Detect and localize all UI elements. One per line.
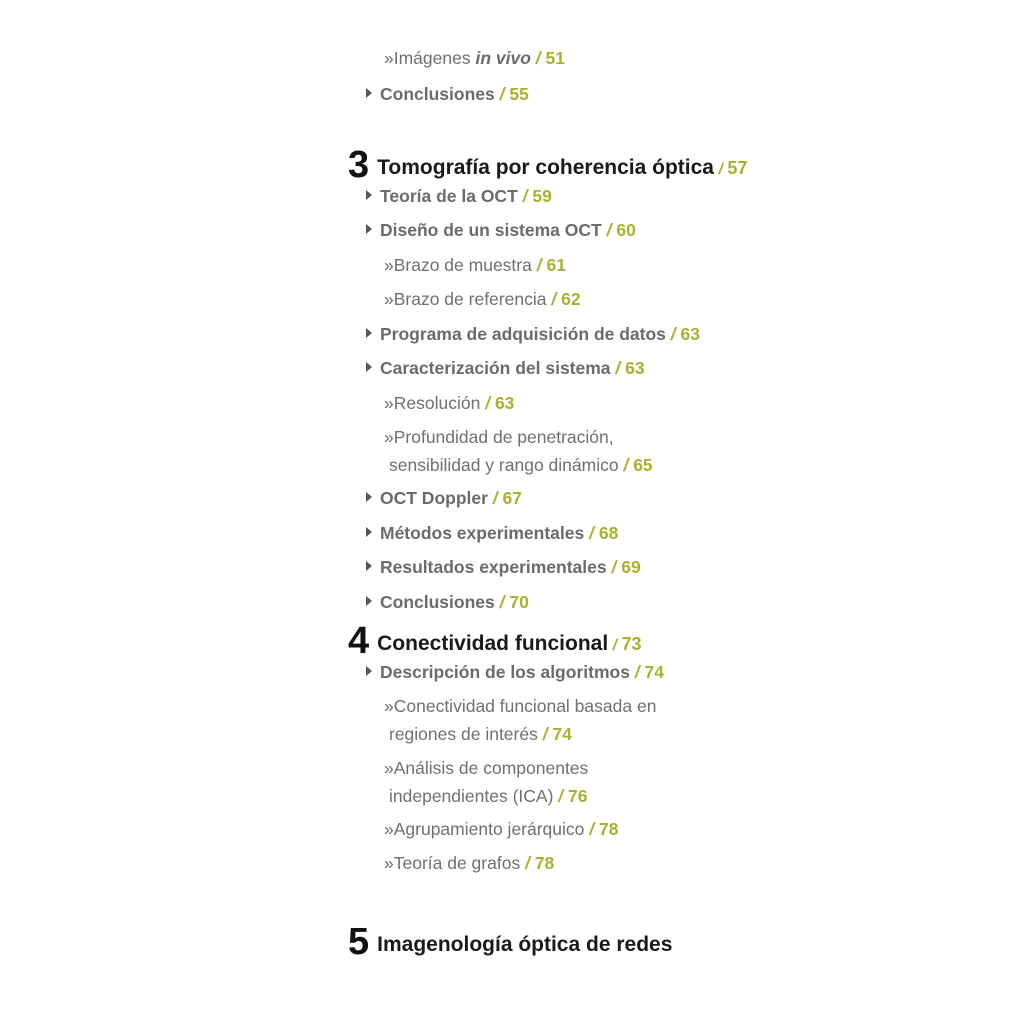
page-separator: / <box>492 488 498 508</box>
page-separator: / <box>499 592 505 612</box>
page-separator: / <box>542 723 548 744</box>
triangle-bullet-icon <box>366 224 372 234</box>
page-number: 57 <box>727 158 748 178</box>
page-number: 63 <box>680 324 700 344</box>
toc-entry[interactable] <box>366 525 618 543</box>
chapter-3-heading[interactable] <box>348 146 747 184</box>
triangle-bullet-icon <box>366 492 372 502</box>
entry-label: Métodos experimentales <box>380 523 585 543</box>
entry-label: Conclusiones <box>380 592 495 612</box>
page-number: 78 <box>599 819 619 839</box>
toc-entry-imagenes-in-vivo[interactable] <box>384 50 565 68</box>
page-number: 68 <box>598 523 619 543</box>
page-number: 51 <box>545 48 565 68</box>
entry-label: OCT Doppler <box>380 488 488 508</box>
subentry-marker: » <box>384 696 394 716</box>
toc-entry-conclusiones[interactable] <box>366 86 529 104</box>
subentry-marker: » <box>384 289 394 309</box>
entry-label: Descripción de los algoritmos <box>380 662 630 682</box>
page-separator: / <box>485 393 491 413</box>
toc-subentry[interactable] <box>384 429 653 474</box>
subentry-marker: » <box>384 427 394 447</box>
page-separator: / <box>670 324 676 344</box>
entry-label: Diseño de un sistema OCT <box>380 220 602 240</box>
chapter-number: 4 <box>348 620 370 662</box>
page-separator: / <box>551 289 557 309</box>
triangle-bullet-icon <box>366 666 372 676</box>
triangle-bullet-icon <box>366 561 372 571</box>
entry-label: Brazo de muestra <box>393 255 532 275</box>
entry-label: Conclusiones <box>380 84 495 104</box>
triangle-bullet-icon <box>366 596 372 606</box>
entry-label-continued <box>389 723 656 744</box>
toc-entry[interactable] <box>366 222 636 240</box>
entry-label: Programa de adquisición de datos <box>380 324 666 344</box>
page-number: 65 <box>633 454 653 475</box>
chapter-title: Tomografía por coherencia óptica <box>377 156 714 179</box>
page-separator: / <box>536 255 542 275</box>
subentry-marker: » <box>384 393 394 413</box>
page-number: 63 <box>625 358 645 378</box>
entry-label: Caracterización del sistema <box>380 358 611 378</box>
page-number: 55 <box>509 84 529 104</box>
toc-entry[interactable] <box>366 594 529 612</box>
page-separator: / <box>558 785 564 806</box>
chapter-number: 3 <box>348 144 370 186</box>
page-separator: / <box>623 454 629 475</box>
toc-subentry[interactable] <box>384 698 656 743</box>
entry-label: Brazo de referencia <box>393 289 547 309</box>
triangle-bullet-icon <box>366 527 372 537</box>
page-number: 73 <box>621 634 642 654</box>
toc-entry[interactable] <box>366 490 522 508</box>
page-number: 67 <box>502 488 523 508</box>
toc-subentry[interactable] <box>384 291 581 309</box>
page-separator: / <box>611 557 617 577</box>
page-separator: / <box>525 853 530 873</box>
subentry-marker: » <box>384 853 394 873</box>
entry-label: Agrupamiento jerárquico <box>393 819 585 839</box>
page-separator: / <box>589 819 595 839</box>
toc-subentry[interactable] <box>384 257 566 275</box>
toc-entry[interactable] <box>366 188 552 206</box>
toc-subentry[interactable] <box>384 855 554 873</box>
entry-label-continued <box>389 785 588 806</box>
entry-label: Imágenes <box>393 48 476 68</box>
chapter-title: Imagenología óptica de redes <box>377 933 673 956</box>
page-separator: / <box>606 220 612 240</box>
entry-label: Teoría de la OCT <box>380 186 518 206</box>
entry-label: Profundidad de penetración, <box>393 427 614 447</box>
toc-entry[interactable] <box>366 326 700 344</box>
entry-label-line2: sensibilidad y rango dinámico <box>389 454 619 475</box>
chapter-title: Conectividad funcional <box>377 632 609 655</box>
entry-label-continued <box>389 454 653 475</box>
page-number: 74 <box>644 662 665 682</box>
page-number: 74 <box>552 723 572 744</box>
toc-entry[interactable] <box>366 664 664 682</box>
page-separator: / <box>634 662 640 682</box>
toc-entry[interactable] <box>366 360 645 378</box>
toc-subentry[interactable] <box>384 395 514 413</box>
page-number: 76 <box>568 785 588 806</box>
triangle-bullet-icon <box>366 362 372 372</box>
page-number: 61 <box>546 255 566 275</box>
subentry-marker: » <box>384 255 394 275</box>
page-separator: / <box>615 358 621 378</box>
page-separator: / <box>535 48 541 68</box>
page-number: 70 <box>509 592 529 612</box>
page-number: 60 <box>616 220 636 240</box>
entry-label: Resultados experimentales <box>380 557 607 577</box>
entry-label: Análisis de componentes <box>393 758 589 778</box>
page-separator: / <box>718 161 723 178</box>
entry-label-line2: independientes (ICA) <box>389 785 554 806</box>
chapter-number: 5 <box>348 921 370 963</box>
page-separator: / <box>589 523 594 543</box>
page-number: 69 <box>621 557 641 577</box>
subentry-marker: » <box>384 48 394 68</box>
entry-label-line2: regiones de interés <box>389 723 538 744</box>
entry-label: Resolución <box>393 393 481 413</box>
chapter-5-heading[interactable] <box>348 923 672 961</box>
triangle-bullet-icon <box>366 328 372 338</box>
toc-subentry[interactable] <box>384 821 619 839</box>
entry-label-emphasis: in vivo <box>475 48 531 68</box>
page-number: 78 <box>534 853 555 873</box>
page-number: 59 <box>532 186 552 206</box>
toc-subentry[interactable] <box>384 760 588 805</box>
entry-label: Teoría de grafos <box>393 853 521 873</box>
triangle-bullet-icon <box>366 88 372 98</box>
subentry-marker: » <box>384 819 394 839</box>
page-number: 63 <box>494 393 515 413</box>
page-number: 62 <box>561 289 581 309</box>
page-separator: / <box>522 186 528 206</box>
page-separator: / <box>612 637 618 654</box>
toc-entry[interactable] <box>366 559 641 577</box>
entry-label: Conectividad funcional basada en <box>393 696 657 716</box>
page-separator: / <box>499 84 505 104</box>
subentry-marker: » <box>384 758 394 778</box>
triangle-bullet-icon <box>366 190 372 200</box>
chapter-4-heading[interactable] <box>348 622 642 660</box>
